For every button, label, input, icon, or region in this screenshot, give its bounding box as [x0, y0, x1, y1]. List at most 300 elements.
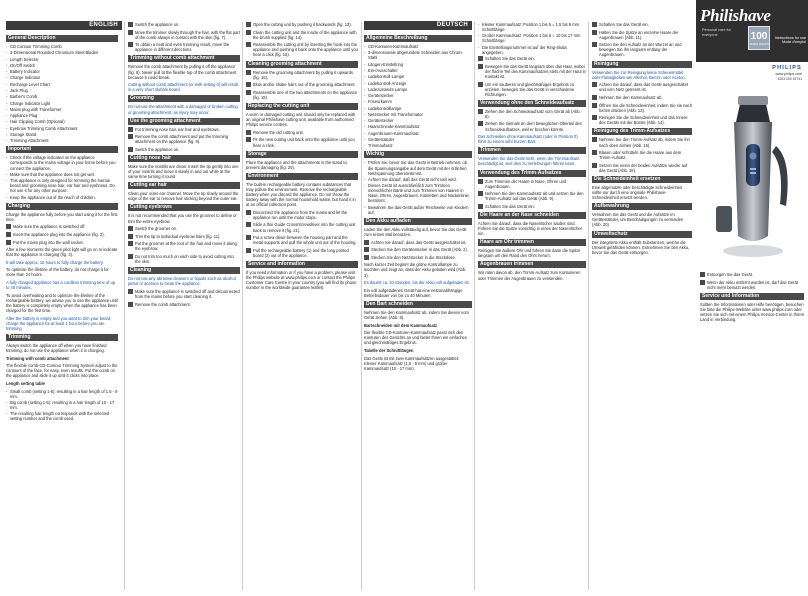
bartschneiden-text: Der flexible CD-Konturen-Kammaufsatz passt sich den Konturen des Gesichts an und bietet Ihnen ein einfaches und gleichmäßiges Ergebnis. [364, 330, 467, 346]
cleaning-step [246, 42, 358, 57]
section-reinigung: Reinigung [592, 61, 692, 68]
step-text: Ziehen Sie den Schneideaufsatz vom Gerät ab (Abb. 8). [485, 108, 581, 119]
akku-note: Nach kurzer Zeit beginnt die grüne Kontrollampe zu leuchten und zeigt an, dass der Akku geladen wird (Abb. 3). [364, 262, 467, 278]
allgemeine-beschreibung-list [364, 44, 472, 148]
environment-step [246, 210, 358, 220]
section-cleaning-grooming: Cleaning grooming attachment [246, 61, 358, 68]
step-number-icon [246, 235, 251, 240]
eyebrow-step [128, 254, 240, 264]
charging-step [6, 240, 118, 245]
eyebrow-step [128, 234, 240, 239]
step-text: Wenn der Akku entfernt worden ist, darf das Gerät nicht mehr benutzt werden. [707, 279, 798, 290]
general-description-item: - 3-Dimensional Rounded Chromium Steel Blades [6, 50, 118, 55]
allgemeine-beschreibung-item: - Geräteständer [364, 137, 472, 142]
augenbrauen-steps [592, 22, 692, 58]
section-service: Service and information [246, 261, 358, 268]
cleaning-grooming-step [246, 90, 358, 100]
anniversary-badge [748, 26, 770, 50]
schneiden-step [478, 64, 586, 79]
step-number-icon [128, 127, 133, 132]
charging-note: To optimise the lifetime of the battery, do not charge it for more than 24 hours. [6, 267, 109, 278]
important-list [6, 155, 118, 199]
section-trimmaufsatz: Verwendung des Trimm-Aufsatzes [478, 170, 586, 177]
trimming-attachment [772, 146, 788, 206]
general-description-item: - Jack Plug [6, 88, 118, 93]
trimm-reinigung-step [592, 137, 692, 147]
eyebrow-step [128, 241, 240, 251]
length-table-item: - Big comb (setting 1-5): resulting in a hair length of 10 - 17 mm. [6, 400, 118, 410]
cleaning-steps-continued [246, 22, 358, 58]
wichtig-item: - Achten Sie darauf, daß das Gerät nicht naß wird. [364, 177, 472, 182]
step-text: Achten Sie darauf, dass das Gerät ausgeschaltet und vom Netz getrennt ist. [599, 82, 688, 93]
general-description-item: - Mains plug with Transformer [6, 107, 118, 112]
column-english-3 [246, 22, 358, 592]
step-text: Pull the rechargeable battery (1) and the long printed board (2) out of the appliance. [253, 247, 349, 258]
step-text: Put a screw driver between the housing part and the metal supports and pull the whole unit out of the housing. [253, 235, 357, 246]
akku-steps [364, 240, 472, 260]
section-trimmen: Trimmen [478, 147, 586, 154]
umweltschutz-text: Der integrierte Akku enthält Substanzen, welche die Umwelt gefährden können. Entnehmen Sie den Akku, bevor Sie das Gerät entsorgen. [592, 239, 690, 255]
section-ohne-schneideaufsatz: Verwendung ohne den Schneideaufsatz [478, 100, 586, 107]
grooming-warning: Do not use the attachment with a damaged or broken cutting or grooming attachment, as injury may occur. [128, 104, 238, 115]
philips-url: www.philips.com [775, 72, 802, 76]
section-cutting-nose-hair: Cutting nose hair [128, 155, 240, 162]
cleaning-step [246, 22, 358, 27]
step-text: Reinigen Sie die Schneideeinheit und das Innere des Geräts mit der Bürste (Abb. 14). [599, 115, 688, 126]
trimming-step [128, 30, 240, 40]
schneiden-step [478, 56, 586, 61]
ersetzen-text: Eine abgenutzte oder beschädigte Schneideinheit sollte nur durch eine originale Philishave-Schneideinheit ersetzt werden. [592, 184, 683, 201]
allgemeine-beschreibung-item: - Friseurkamm [364, 99, 472, 104]
language-header-deutsch: DEUTSCH [364, 21, 472, 30]
cleaning-step [128, 302, 240, 307]
nase-text: Achten Sie darauf, dass die Nasenlöcher sauber sind. Führen Sie die Spitze vorsichtig in eines der Nasenlöcher ein. [478, 221, 582, 237]
without-comb-text: Remove the comb attachment by pulling it off the appliance (fig. 8). Never pull at the flexible top of the comb attachment because it could break. [128, 64, 237, 80]
column-deutsch-4 [700, 272, 804, 592]
cleaning-step [128, 289, 240, 299]
step-text: Open the cutting unit by pushing it backwards (fig. 13). [253, 22, 352, 27]
augenbrauen-step [592, 42, 692, 57]
step-number-icon [128, 254, 133, 259]
section-wichtig: Wichtig [364, 151, 472, 158]
general-description-item: - Appliance Plug [6, 113, 118, 118]
wichtig-item: - Prüfen Sie, bevor Sie das Gerät in Betrieb nehmen, ob die Spannungsangabe auf dem Gerät mit der örtlichen Netzspannung übereinstimmt. [364, 160, 472, 175]
general-description-item: - CD Contour Trimming Comb [6, 44, 118, 49]
step-text: Do not trim too much on each side to avoid cutting into the skin. [135, 254, 234, 265]
cover-header [696, 0, 808, 62]
allgemeine-beschreibung-item: - Ein-/Ausschalter [364, 68, 472, 73]
charging-note: After a few moments the green pilot light will go on to indicate that the appliance is charging (fig. 3). [6, 247, 118, 258]
step-text: Um ein sauberes und gleichmäßiges Ergebnis zu erzielen, bewegen Sie das Gerät in verschiedene Richtungen. [485, 81, 575, 97]
bart-text: Nehmen Sie den Kammaufsatz ab, indem Sie diesen vom Gerät ziehen (Abb. 8). [364, 309, 469, 321]
step-number-icon [246, 82, 251, 87]
step-number-icon [246, 90, 251, 95]
important-item: - Make sure that the appliance does not get wet. [6, 172, 118, 177]
section-charging: Charging [6, 203, 118, 210]
trimming-step [128, 22, 240, 27]
comb-attachment-text: The flexible comb-CD-Contour Trimming System adjust to the contours of the face, for easy, even results. Put the comb on the appliance and slide it up until it clicks into place. [6, 363, 118, 379]
schnittlaenge-item: - Kleiner Kammaufsatz: Position 1 bis 5 = 1,5 bis 9 mm Schnittlänge. [478, 22, 586, 32]
storage-text: Place the appliance and the attachments in the stand to prevent damaging (fig. 20). [246, 159, 347, 170]
tabelle-heading: Tabelle der Schnittlängen [364, 348, 414, 353]
trimmaufsatz-step [478, 179, 586, 189]
nose-hair-text: Make sure the nostrils are clean. Insert the tip gently into one of your nostrils and move it slowly in and out while at the same time turning it round. [128, 164, 239, 180]
length-table-heading: Length setting table [6, 380, 45, 386]
use-grooming-step [128, 134, 240, 144]
akku-note: Es dauert ca. 10 Stunden, bis der Akku voll aufgeladen ist. [364, 280, 470, 286]
general-description-item: - Barber's Comb [6, 94, 118, 99]
environment-step [246, 222, 358, 232]
step-number-icon [364, 255, 369, 260]
section-schneideinheit-ersetzen: Die Schneideinheit ersetzen [592, 176, 692, 183]
allgemeine-beschreibung-item: - Ladekontroll-Anzeige [364, 81, 472, 86]
step-number-icon [128, 147, 133, 152]
column-deutsch-2 [478, 22, 586, 592]
step-text: Clean the cutting unit and the inside of the appliance with the brush supplied (fig. 14). [253, 29, 357, 40]
tabelle-text: Das Gerät ist mit zwei Kammaufsätzen ausgestattet: Kleiner Kammaufsatz (1,5 - 9 mm) und großer Kammaufsatz (10 - 17 mm). [364, 355, 460, 371]
replacing-step [246, 137, 358, 147]
wichtig-item: - Bewahren Sie das Gerät außer Reichweite von Kindern auf. [364, 205, 472, 215]
cover-languages [772, 36, 806, 45]
allgemeine-beschreibung-item: - Gerätestecker [364, 118, 472, 123]
akku-intro: Laden Sie den Akku vollständig auf, bevor Sie das Gerät zum ersten Mal benutzen. [364, 226, 467, 237]
step-number-icon [592, 95, 597, 100]
shaver-product-illustration [696, 86, 808, 266]
brand-logo: Philishave [700, 6, 771, 25]
step-number-icon [128, 289, 133, 294]
step-number-icon [128, 241, 133, 246]
shaver-switch-panel [746, 144, 760, 186]
step-number-icon [246, 70, 251, 75]
step-text: Insert the appliance plug into the appliance (fig. 2). [13, 231, 105, 237]
section-cutting-eyebrows: Cutting eyebrows [128, 204, 240, 211]
step-number-icon [246, 42, 251, 47]
cleaning-steps [128, 289, 240, 307]
step-number-icon [128, 22, 133, 27]
general-description-item: - Eyebrow Trimming Comb Attachment [6, 126, 118, 131]
section-augenbrauen: Augenbrauen trimmen [478, 261, 586, 268]
trimmaufsatz-step [478, 204, 586, 209]
step-number-icon [592, 42, 597, 47]
step-text: Switch the appliance on. [135, 146, 180, 152]
step-number-icon [6, 224, 11, 229]
step-text: Setzen Sie einen der beiden Aufsätze wieder auf das Gerät (Abb. 18). [599, 162, 688, 173]
step-text: Blow and/or shake hairs out of the grooming attachment. [253, 82, 356, 88]
step-number-icon [6, 240, 11, 245]
entsorgen-step [700, 280, 804, 290]
general-description-item: - Trimming Attachment [6, 138, 118, 143]
step-number-icon [592, 82, 597, 87]
akku-step [364, 240, 472, 245]
step-text: Make sure the appliance is switched off and disconnected from the mains before you start cleaning it. [135, 288, 240, 299]
step-text: Nehmen Sie den Trimm-Aufsatz ab, indem Sie ihn nach oben ziehen (Abb. 16). [599, 137, 690, 148]
step-number-icon [592, 137, 597, 142]
charging-notes [6, 247, 118, 331]
step-number-icon [364, 240, 369, 245]
akku-step [364, 247, 472, 252]
shaver-head [736, 104, 770, 122]
aufbewahrung-text: Verwahren Sie das Gerät und die Aufsätze im Geräteständer, um Beschädigungen zu vermeiden (Abb. 20). [592, 212, 684, 228]
trimming-text: Always switch the appliance off when you have finished trimming, do not use the appliance when it is charging. [6, 342, 107, 353]
step-number-icon [128, 302, 133, 307]
step-text: To obtain a neat and even trimming result, move the appliance in different directions. [135, 42, 230, 53]
step-text: Nehmen Sie den Kammaufsatz ab. [599, 94, 663, 100]
section-important: Important [6, 146, 118, 153]
cleaning-grooming-steps [246, 70, 358, 100]
schnittlaenge-item: - Die Einstellungsnummer ist auf der Ring-Skala angegeben. [478, 45, 586, 55]
ear-hair-text: Clean your outer ear channel. Move the tip slowly around the edge of the ear to remove hair sticking beyond the outer ear. [128, 191, 239, 202]
allgemeine-beschreibung-item: - CD-Konturen-Kammaufsatz [364, 44, 472, 49]
badge-number: 100 [750, 31, 768, 42]
shaver-blade [738, 96, 768, 105]
allgemeine-beschreibung-item: - Augenbrauen-Kammaufsatz [364, 131, 472, 136]
step-number-icon [364, 247, 369, 252]
allgemeine-beschreibung-item: - Netzstecker mit Transformator [364, 112, 472, 117]
column-divider [474, 22, 475, 590]
section-cleaning: Cleaning [128, 267, 240, 274]
step-number-icon [128, 42, 133, 47]
step-number-icon [592, 103, 597, 108]
trimmen-warning: Verwenden Sie das Gerät nicht, wenn der Trimmaufsatz beschädigt ist, weil dies zu Verletzungen führen kann. [478, 156, 580, 167]
allgemeine-beschreibung-item: - Ladezustands-Lampe [364, 87, 472, 92]
general-description-item: - On/Off Switch [6, 63, 118, 68]
section-environment: Environment [246, 173, 358, 180]
section-grooming: Grooming [128, 95, 240, 102]
column-deutsch-1 [364, 32, 472, 592]
step-text: Switch the groomer on. [135, 226, 178, 232]
philips-logo: PHILIPS [772, 65, 802, 71]
section-allgemeine-beschreibung: Allgemeine Beschreibung [364, 35, 472, 42]
cover-subtitle: Personal care for everyone [702, 28, 731, 37]
general-description-item: - Battery Indicator [6, 69, 118, 74]
ohne-schneideaufsatz-steps [478, 109, 586, 132]
column-divider [124, 22, 125, 590]
step-number-icon [592, 22, 597, 27]
step-number-icon [128, 30, 133, 35]
general-description-item: - Charge Indicator Light [6, 101, 118, 106]
cleaning-warning: Do not use any abrasive cleaners or liquids such as alcohol, petrol or acetone to clean the appliance. [128, 276, 237, 287]
charging-steps [6, 224, 118, 244]
charging-step [6, 232, 118, 237]
section-aufbewahrung: Aufbewahrung [592, 203, 692, 210]
comb-attachment [716, 206, 732, 232]
step-text: Ziehen Sie niemals an dem beweglichen Oberteil des Schneideaufsatzes, weil er brechen könnte. [485, 121, 582, 132]
reinigung-step [592, 95, 692, 100]
wichtig-item: - Dieses Gerät ist ausschließlich zum Trimmen menschlicher Bärte und zum Trimmen von Haaren in Nase, Ohren, Augenbrauen, Koteletten und Nackenlinie bestimmt. [364, 183, 472, 203]
general-description-item: - Recharge Level Chart [6, 82, 118, 87]
badge-text: YEARS PHILIPS [749, 43, 769, 46]
step-text: Achten Sie darauf, dass das Gerät ausgeschaltet ist. [371, 239, 467, 245]
language-header-english: ENGLISH [6, 21, 122, 30]
step-text: For trimming nose hair, ear hair and eyebrows. [135, 126, 220, 132]
step-number-icon [246, 137, 251, 142]
step-text: Zum Trimmen der Haare in Nase, Ohren und Augenbrauen. [485, 178, 567, 189]
replacing-steps [246, 130, 358, 148]
step-text: Schalten Sie das Gerät ein. [485, 203, 535, 209]
charging-note: To avoid overheating and to optimize the lifetime of the rechargeable battery, we advise you to use the appliance until the battery is completely empty when the appliance has been charged for the first time. [6, 292, 118, 314]
section-trimm-reinigung: Reinigung des Trimm-Aufsatzes [592, 128, 692, 135]
column-deutsch-3 [592, 22, 692, 592]
allgemeine-beschreibung-item: - Trimmaufsatz [364, 143, 472, 148]
column-english-1 [6, 32, 118, 592]
bartschneiden-heading: Bartschneiden mit dem Kammaufsatz [364, 322, 438, 328]
use-grooming-step [128, 147, 240, 152]
general-description-item: - Hair Clipping Comb (Optional) [6, 119, 118, 124]
step-number-icon [478, 64, 483, 69]
augenbrauen-step [592, 22, 692, 27]
section-bart-schneiden: Den Bart schneiden [364, 301, 472, 308]
ohne-schneideaufsatz-step [478, 121, 586, 131]
step-number-icon [478, 179, 483, 184]
step-text: Öffnen Sie die Schneideeinheit, indem Sie sie nach hinten drücken (Abb. 13). [599, 102, 692, 113]
service-information-text: Sollten Sie Informationen oder Hilfe benötigen, besuchen Sie bitte die Philips-Website unter www.philips.com oder setzen Sie sich mit einem Philips Service-Center in Ihrem Land in Verbindung. [700, 301, 804, 323]
step-number-icon [478, 109, 483, 114]
step-text: Reassemble one of the two attachments on the appliance (fig. 18). [253, 89, 358, 100]
step-text: Schalten Sie das Gerät ein. [599, 22, 649, 27]
use-grooming-step [128, 127, 240, 132]
step-text: Blasen oder schütteln Sie die Haare aus dem Trimm-Aufsatz. [599, 150, 682, 161]
step-number-icon [478, 82, 483, 87]
augenbrauen-text: Wir raten davon ab, den Trimm-Aufsatz zum Konturieren oder Trimmen der Augenbrauen zu verwenden. [478, 270, 581, 281]
general-description-list [6, 44, 118, 143]
akku-step [364, 255, 472, 260]
eyebrows-steps [128, 226, 240, 264]
step-number-icon [246, 210, 251, 215]
section-nase: Die Haare an der Nase schneiden [478, 212, 586, 219]
without-comb-note: Cutting without comb attachment (or with setting 0) will result in a very short stubble beard. [128, 82, 239, 93]
charging-note: A fully charged appliance has a cordless trimming time of up to 40 minutes. [6, 280, 115, 291]
step-number-icon [128, 234, 133, 239]
trimming-step [128, 42, 240, 52]
eyebrow-step [128, 226, 240, 231]
trimmaufsatz-step [478, 191, 586, 201]
entsorgen-step [700, 272, 804, 277]
schneiden-steps [478, 56, 586, 97]
step-text: Slide a thin Guide Cross/Screwdriver into the cutting unit back to remove it (fig. 21). [253, 222, 356, 233]
step-number-icon [478, 204, 483, 209]
step-text: Remove the comb attachment. [135, 301, 191, 307]
section-replacing-cutting-unit: Replacing the cutting unit [246, 103, 358, 110]
section-trimming-without-comb: Trimming without comb attachment [128, 55, 240, 62]
important-item: - Keep the appliance out of the reach of children. [6, 195, 118, 200]
step-number-icon [592, 115, 597, 120]
charge-indicator-icon [750, 172, 756, 174]
comb-attachment-heading: Trimming with comb attachment [6, 355, 69, 361]
eyebrows-text: It is not recommended that you use the groomer to define or trim the entire eyebrow. [128, 213, 237, 224]
step-text: Put the groomer at the root of the hair and move it along the eyebrow. [135, 241, 237, 252]
akku-notes [364, 262, 472, 298]
ohne-schneideaufsatz-step [478, 109, 586, 119]
replacing-text: A worn or damaged cutting unit should only be replaced with an original Philishave cutting unit, available from authorised Philips service centres. [246, 112, 356, 128]
replacing-step [246, 130, 358, 135]
charging-intro: Charge the appliance fully before you start using it for the first time. [6, 211, 118, 222]
step-text: Halten Sie die Spitze an einzelne Haare der Augenbrauen (Abb. 11). [599, 29, 679, 40]
important-item: - This appliance is only designed for trimming the human beard and grooming nose hair, ear hair and eyebrows. Do not use it for any other purpose. [6, 178, 118, 193]
step-number-icon [128, 134, 133, 139]
step-number-icon [246, 130, 251, 135]
cover-lang-de: Mode d'emploi [782, 40, 806, 45]
step-number-icon [478, 56, 483, 61]
column-divider [588, 22, 589, 590]
ohr-text: Reinigen Sie äußere Ohr und führen Sie dann die Spitze langsam um den Rand des Ohrs herum. [478, 248, 581, 259]
step-text: Move the trimmer slowly through the hair, with the flat part of the comb always in contact with the skin (fig. 7). [135, 29, 240, 40]
step-number-icon [246, 222, 251, 227]
environment-step [246, 235, 358, 245]
step-number-icon [700, 272, 705, 277]
step-number-icon [592, 163, 597, 168]
trimm-reinigung-step [592, 150, 692, 160]
allgemeine-beschreibung-item: - Ladekontrolllampe [364, 106, 472, 111]
step-number-icon [246, 22, 251, 27]
step-text: Trim the tip to individual eyebrow hairs (fig. 11). [135, 233, 221, 239]
step-number-icon [128, 226, 133, 231]
step-text: Disconnect the appliance from the mains and let the appliance run until the motor stops. [253, 209, 348, 220]
step-text: Fit the new cutting unit back onto the appliance until you hear a click. [253, 137, 355, 148]
step-text: Remove the comb attachment and put the trimming attachment on the appliance (fig. 9). [135, 134, 229, 145]
cleaning-grooming-step [246, 70, 358, 80]
step-number-icon [592, 150, 597, 155]
allgemeine-beschreibung-item: - Ladekontroll-Lampe [364, 74, 472, 79]
section-trimming: Trimming [6, 334, 118, 341]
environment-steps [246, 210, 358, 258]
column-english-2 [128, 22, 240, 592]
step-text: Entsorgen Sie das Gerät. [707, 272, 753, 277]
length-table-item: - The resulting hair length corresponds with the selected setting number and the comb used. [6, 411, 118, 421]
step-text: Bewegen Sie das Gerät langsam über das Haar, wobei der flache Teil des Kammaufsatzes stets mit der Haut in Kontakt ist. [485, 63, 586, 79]
allgemeine-beschreibung-item: - Gerätestecker [364, 93, 472, 98]
trimm-reinigung-step [592, 163, 692, 173]
step-number-icon [700, 280, 705, 285]
storage-stand [723, 245, 783, 257]
document-code: 4203 000 51741 [777, 77, 802, 81]
battery-indicator-icon [750, 168, 756, 170]
step-number-icon [246, 30, 251, 35]
reinigung-warning: Verwenden Sie zur Reinigung keine Scheuermittel oder Flüssigkeiten wie Alkohol, Benzin oder Aceton. [592, 69, 686, 80]
column-divider [361, 22, 362, 590]
trimming-steps [128, 22, 240, 52]
general-description-item: - Length Selector [6, 57, 118, 62]
cover-panel [696, 0, 808, 596]
length-table-list [6, 389, 118, 422]
reinigung-step [592, 103, 692, 113]
schnittlaengen-list [478, 22, 586, 55]
environment-text: The built-in rechargeable battery contains substances that may pollute the environment. Remove the rechargeable battery when you discard the appliance. Do not throw the battery away with the normal household waste, but hand it in at an official collection point. [246, 181, 356, 208]
use-grooming-steps [128, 127, 240, 152]
step-text: Setzen Sie den Aufsatz an der Wurzel an und bewegen Sie ihn langsam entlang der Augenbrauen. [599, 42, 682, 58]
step-text: Remove the grooming attachment by pulling it upwards (fig. 16). [253, 69, 353, 80]
cleaning-step [246, 30, 358, 40]
step-text: Switch the appliance on. [135, 22, 180, 27]
section-umweltschutz: Umweltschutz [592, 231, 692, 238]
section-cutting-ear-hair: Cutting ear hair [128, 182, 240, 189]
important-item: - Check if the voltage indicated on the appliance corresponds to the mains voltage in your home before you connect the appliance. [6, 155, 118, 170]
cleaning-grooming-step [246, 82, 358, 87]
reinigung-steps [592, 82, 692, 125]
step-text: Stecken Sie den Gerätestecker in das Gerät (Abb. 2). [371, 247, 468, 253]
column-divider [242, 22, 243, 590]
section-service-information: Service und Information [700, 293, 804, 300]
step-text: Nehmen Sie den Kammaufsatz ab und setzen Sie den Trimm-Aufsatz auf das Gerät (Abb. 9). [485, 191, 584, 202]
allgemeine-beschreibung-item: - 3-dimensionale abgerundete Schneiden aus Chrom-Stahl [364, 50, 472, 60]
charging-note: After the battery is empty and you want to trim your beard, charge the appliance for at least 1 hour before you are trimming. [6, 315, 112, 331]
step-text: Schalten Sie das Gerät ein. [485, 56, 535, 62]
length-table-item: - Small comb (setting 1-5): resulting in a hair length of 1.5 - 9 mm. [6, 389, 118, 399]
step-text: Stecken Sie den Netzstecker in die Steckdose. [371, 254, 456, 260]
step-number-icon [478, 191, 483, 196]
section-general-description: General Description [6, 35, 118, 42]
step-number-icon [246, 248, 251, 253]
entsorgen-list [700, 272, 804, 290]
